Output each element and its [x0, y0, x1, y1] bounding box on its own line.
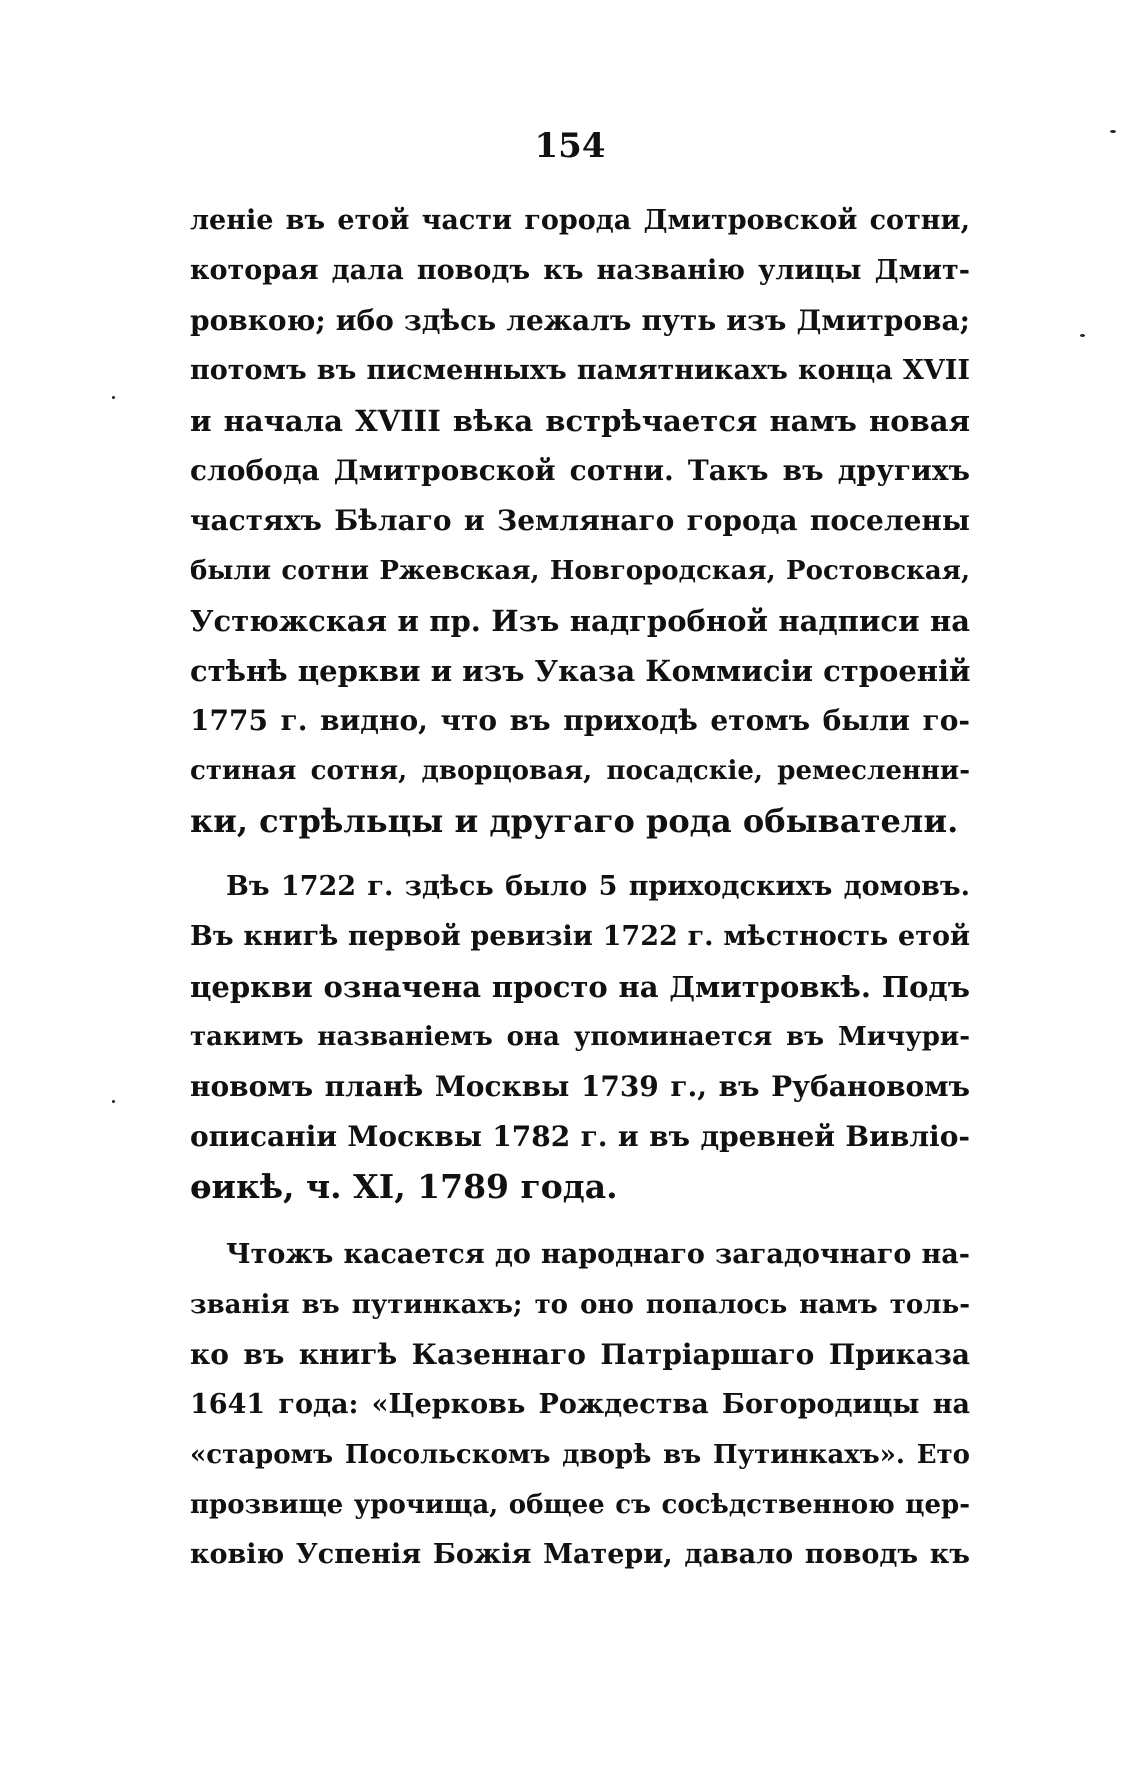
text-line: 1775 г. видно, что въ приходѣ етомъ были го- [190, 704, 970, 737]
text-line: ковію Успенія Божія Матери, давало поводъ къ [190, 1539, 970, 1570]
scan-speck [1110, 130, 1116, 133]
text-line: ѳикѣ, ч. XI, 1789 года. [190, 1167, 618, 1206]
paragraph-1 [190, 196, 970, 846]
text-line: частяхъ Бѣлаго и Землянаго города поселены [190, 504, 970, 537]
text-line: слобода Дмитровской сотни. Такъ въ другихъ [190, 454, 970, 487]
text-line: леніе въ етой части города Дмитровской сотни, [190, 205, 970, 236]
page-number: 154 [534, 126, 606, 166]
text-line: стиная сотня, дворцовая, посадскіе, ремесленни- [190, 756, 970, 786]
scan-speck [112, 1100, 115, 1103]
paragraph-2 [190, 862, 970, 1212]
text-line: «старомъ Посольскомъ дворѣ въ Путинкахъ». Ето [190, 1440, 970, 1470]
text-line: такимъ названіемъ она упоминается въ Мичури- [190, 1022, 970, 1052]
text-line: и начала XVIII вѣка встрѣчается намъ новая [190, 404, 970, 438]
text-line: 1641 года: «Церковь Рождества Богородицы на [190, 1389, 970, 1420]
text-line: ки, стрѣльцы и другаго рода обыватели. [190, 802, 959, 840]
text-line: потомъ въ писменныхъ памятникахъ конца XVII [190, 355, 970, 386]
text-line: были сотни Ржевская, Новгородская, Ростовская, [190, 556, 970, 586]
text-line: прозвище урочища, общее съ сосѣдственною цер- [190, 1490, 970, 1520]
text-line: Устюжская и пр. Изъ надгробной надписи на [190, 604, 970, 638]
text-line: церкви означена просто на Дмитровкѣ. Подъ [190, 970, 970, 1004]
text-line: Чтожъ касается до народнаго загадочнаго на- [226, 1239, 970, 1270]
text-line: Въ 1722 г. здѣсь было 5 приходскихъ домовъ. [226, 871, 970, 902]
text-line: званія въ путинкахъ; то оно попалось намъ толь- [190, 1290, 970, 1320]
text-line: ко въ книгѣ Казеннаго Патріаршаго Приказа [190, 1338, 970, 1371]
text-line: Въ книгѣ первой ревизіи 1722 г. мѣстность етой [190, 921, 970, 952]
text-line: стѣнѣ церкви и изъ Указа Коммисіи строеній [190, 654, 971, 688]
text-line: ровкою; ибо здѣсь лежалъ путь изъ Дмитрова; [190, 304, 970, 337]
text-line: описаніи Москвы 1782 г. и въ древней Вивліо- [190, 1120, 970, 1153]
text-line: которая дала поводъ къ названію улицы Дмит- [190, 255, 970, 286]
scan-speck [1080, 334, 1085, 337]
scan-speck [112, 396, 115, 399]
text-line: новомъ планѣ Москвы 1739 г., въ Рубановомъ [190, 1070, 970, 1103]
paragraph-3 [190, 1230, 970, 1580]
